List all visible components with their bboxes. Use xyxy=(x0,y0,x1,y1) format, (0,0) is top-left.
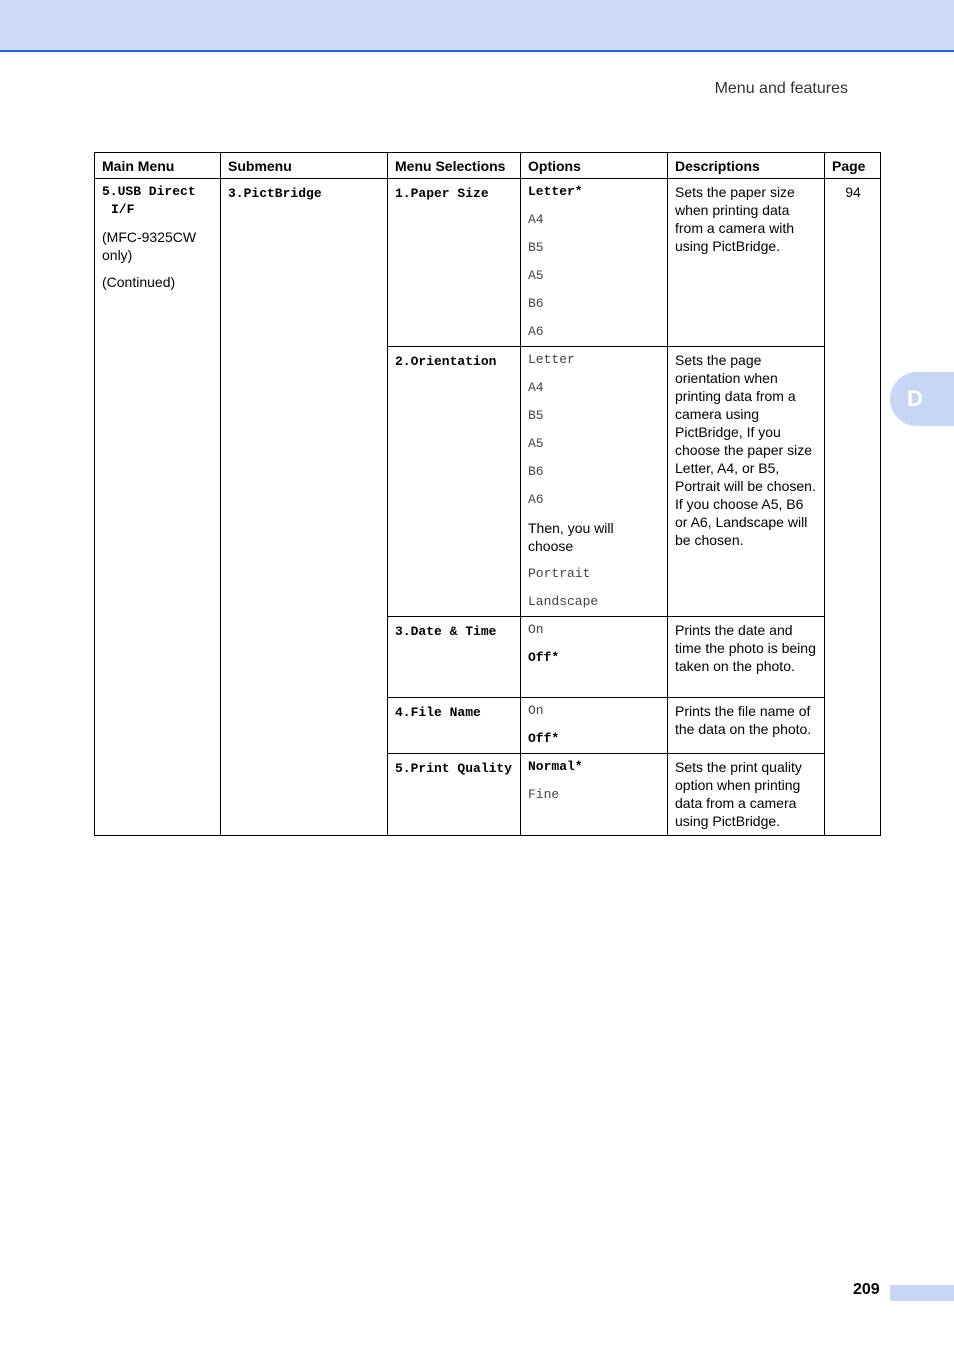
menu-table xyxy=(94,152,881,836)
option-item: On xyxy=(528,703,544,718)
main-menu-line1: 5.USB Direct xyxy=(102,184,196,199)
option-item: A6 xyxy=(528,492,544,507)
option-item: Off* xyxy=(528,731,560,746)
option-item: Portrait xyxy=(528,566,591,581)
col-header-main-menu: Main Menu xyxy=(95,153,221,179)
options-cell xyxy=(521,347,668,617)
description-cell: Prints the file name of the data on the photo. xyxy=(668,698,825,754)
page-ref-cell: 94 xyxy=(825,179,881,836)
option-item: Letter* xyxy=(528,184,583,199)
selection-file-name: 4.File Name xyxy=(395,705,481,720)
selection-orientation: 2.Orientation xyxy=(395,354,497,369)
col-header-options: Options xyxy=(521,153,668,179)
options-cell xyxy=(521,179,668,347)
submenu-label: 3.PictBridge xyxy=(228,186,322,201)
option-item: Normal* xyxy=(528,759,583,774)
top-header-band xyxy=(0,0,954,52)
main-menu-line2: I/F xyxy=(111,202,135,217)
col-header-menu-selections: Menu Selections xyxy=(388,153,521,179)
main-menu-continued: (Continued) xyxy=(102,274,176,290)
table-row xyxy=(95,179,881,347)
option-item: B5 xyxy=(528,240,544,255)
selection-paper-size: 1.Paper Size xyxy=(395,186,489,201)
footer-bar xyxy=(890,1285,954,1301)
main-menu-note: (MFC-9325CW only) xyxy=(102,229,197,263)
option-item: A5 xyxy=(528,268,544,283)
selection-cell xyxy=(388,698,521,754)
option-item: A4 xyxy=(528,380,544,395)
page-number: 209 xyxy=(853,1281,880,1298)
main-menu-cell xyxy=(95,179,221,836)
selection-cell xyxy=(388,617,521,698)
description-cell: Prints the date and time the photo is being taken on the photo. xyxy=(668,617,825,698)
description-cell: Sets the page orientation when printing data from a camera using PictBridge, If you choose the paper size Letter, A4, or B5, Portrait will be chosen. If you choose A5, B6 or A6, Landscape will be chosen. xyxy=(668,347,825,617)
option-item: B6 xyxy=(528,296,544,311)
options-cell xyxy=(521,754,668,836)
option-item: Off* xyxy=(528,650,560,665)
chapter-tab xyxy=(890,372,954,426)
selection-date-time: 3.Date & Time xyxy=(395,624,497,639)
selection-print-quality: 5.Print Quality xyxy=(395,761,513,776)
submenu-cell xyxy=(221,179,388,836)
option-note: Then, you will choose xyxy=(528,520,614,554)
option-item: Landscape xyxy=(528,594,599,609)
option-item: Letter xyxy=(528,352,575,367)
option-item: A5 xyxy=(528,436,544,451)
option-item: A4 xyxy=(528,212,544,227)
options-cell xyxy=(521,617,668,698)
table-header-row xyxy=(95,153,881,179)
selection-cell xyxy=(388,754,521,836)
col-header-submenu: Submenu xyxy=(221,153,388,179)
option-item: B6 xyxy=(528,464,544,479)
col-header-descriptions: Descriptions xyxy=(668,153,825,179)
options-cell xyxy=(521,698,668,754)
description-cell: Sets the paper size when printing data from a camera with using PictBridge. xyxy=(668,179,825,347)
section-title: Menu and features xyxy=(714,80,848,97)
option-item: A6 xyxy=(528,324,544,339)
option-item: B5 xyxy=(528,408,544,423)
option-item: On xyxy=(528,622,544,637)
selection-cell xyxy=(388,179,521,347)
selection-cell xyxy=(388,347,521,617)
chapter-letter: D xyxy=(907,386,923,411)
option-item: Fine xyxy=(528,787,560,802)
col-header-page: Page xyxy=(825,153,881,179)
description-cell: Sets the print quality option when printing data from a camera using PictBridge. xyxy=(668,754,825,836)
